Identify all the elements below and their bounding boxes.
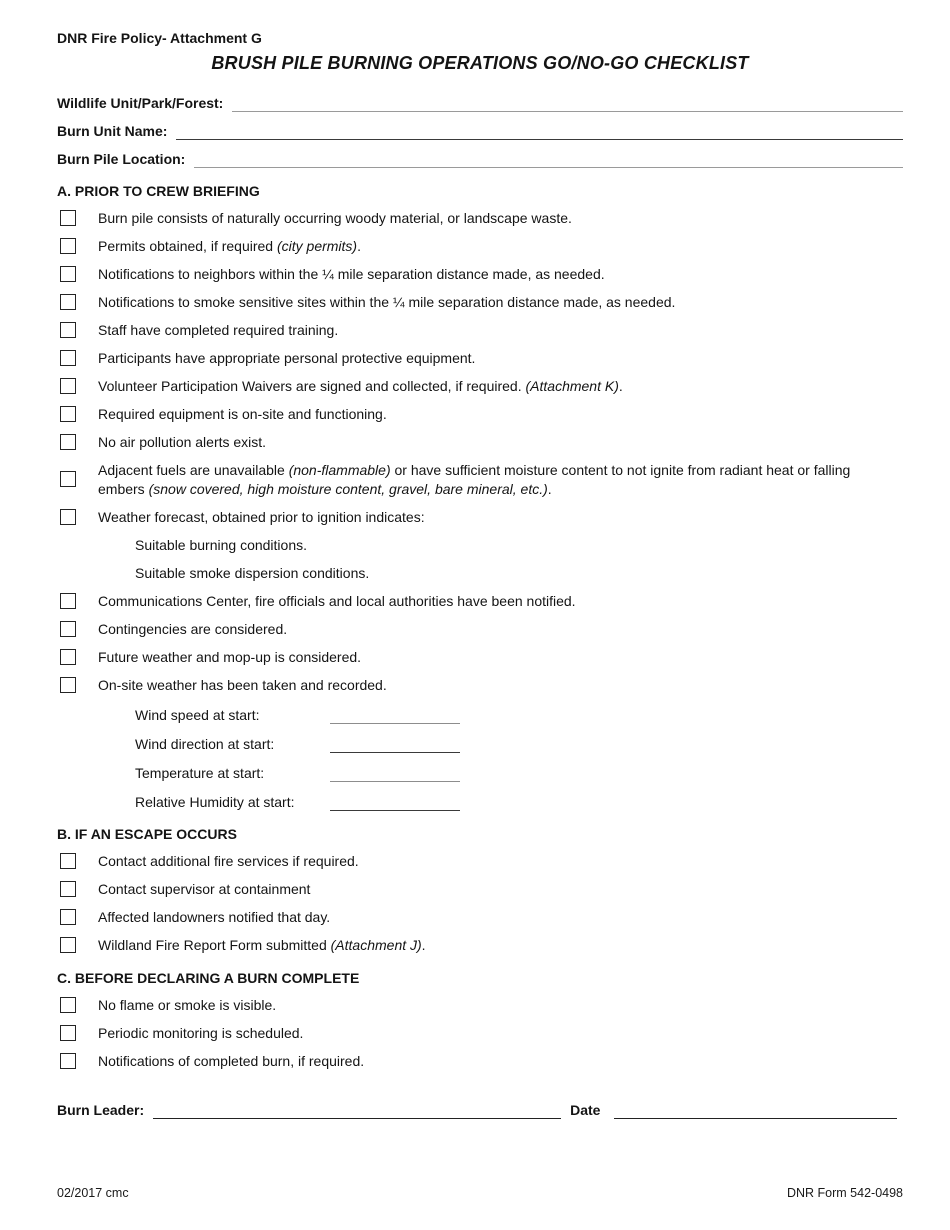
checkbox[interactable] — [60, 997, 76, 1013]
checklist-item — [57, 321, 903, 340]
checkbox[interactable] — [60, 649, 76, 665]
checkbox[interactable] — [60, 881, 76, 897]
checklist-item — [57, 908, 903, 927]
checklist-item-label: Adjacent fuels are unavailable (non-flammable) or have sufficient moisture content to not ignite from radiant heat or falling embers (snow covered, high moisture content, gravel, bare mineral, etc.). — [98, 462, 851, 497]
checklist-item — [57, 508, 903, 527]
checkbox[interactable] — [60, 434, 76, 450]
checklist-item — [57, 405, 903, 424]
field-label-burn-unit-name: Burn Unit Name: — [57, 123, 168, 139]
weather-field-row — [135, 792, 903, 811]
checkbox[interactable] — [60, 909, 76, 925]
doc-label: DNR Fire Policy- Attachment G — [57, 30, 262, 46]
checkbox[interactable] — [60, 322, 76, 338]
section-heading-b: B. IF AN ESCAPE OCCURS — [57, 826, 237, 842]
checklist-item — [57, 852, 903, 871]
form-field-row — [57, 112, 903, 140]
temperature-at-start-input-line[interactable] — [330, 763, 460, 782]
checkbox[interactable] — [60, 937, 76, 953]
checklist-item-label: Future weather and mop-up is considered. — [98, 649, 362, 665]
wind-direction-at-start-input-line[interactable] — [330, 734, 460, 753]
checklist-item-label: Weather forecast, obtained prior to ignition indicates: — [98, 509, 425, 525]
checkbox[interactable] — [60, 853, 76, 869]
date-label: Date — [570, 1102, 601, 1118]
checklist-item-label: Notifications to smoke sensitive sites within the ¼ mile separation distance made, as needed. — [98, 294, 676, 310]
checklist-item-label: Periodic monitoring is scheduled. — [98, 1025, 304, 1041]
section-heading-c: C. BEFORE DECLARING A BURN COMPLETE — [57, 970, 360, 986]
checklist-item-label: Required equipment is on-site and functioning. — [98, 406, 387, 422]
checkbox[interactable] — [60, 593, 76, 609]
checkbox[interactable] — [60, 378, 76, 394]
checklist-item — [57, 936, 903, 955]
checklist-item-label: Permits obtained, if required (city permits). — [98, 238, 361, 254]
form-field-row — [57, 84, 903, 112]
checklist-item-label: Burn pile consists of naturally occurring woody material, or landscape waste. — [98, 210, 572, 226]
checklist-item-label: On-site weather has been taken and recorded. — [98, 677, 387, 693]
checklist-item — [57, 620, 903, 639]
checkbox[interactable] — [60, 350, 76, 366]
checklist-item — [57, 293, 903, 312]
field-label-wind-speed-at-start: Wind speed at start: — [135, 707, 260, 723]
checklist-item-label: Staff have completed required training. — [98, 322, 339, 338]
checkbox[interactable] — [60, 509, 76, 525]
burn-leader-label: Burn Leader: — [57, 1102, 145, 1118]
checklist-item-label: Affected landowners notified that day. — [98, 909, 331, 925]
checklist-item-label: Contingencies are considered. — [98, 621, 288, 637]
page-footer — [57, 1186, 903, 1200]
burn-unit-name-input-line[interactable] — [176, 119, 903, 140]
field-label-wildlife-unit-park-forest: Wildlife Unit/Park/Forest: — [57, 95, 224, 111]
footer-revision: 02/2017 cmc — [57, 1186, 129, 1200]
checkbox[interactable] — [60, 210, 76, 226]
checkbox[interactable] — [60, 238, 76, 254]
sections — [57, 182, 903, 1071]
checkbox[interactable] — [60, 677, 76, 693]
checklist-item — [57, 237, 903, 256]
page-title: BRUSH PILE BURNING OPERATIONS GO/NO-GO CHECKLIST — [211, 53, 749, 73]
checkbox[interactable] — [60, 406, 76, 422]
field-label-temperature-at-start: Temperature at start: — [135, 765, 265, 781]
burn-leader-input-line[interactable] — [153, 1098, 561, 1119]
signature-row — [57, 1098, 903, 1119]
checklist-item — [57, 209, 903, 228]
field-label-wind-direction-at-start: Wind direction at start: — [135, 736, 275, 752]
field-label-relative-humidity-at-start: Relative Humidity at start: — [135, 794, 295, 810]
checklist-item-label: Participants have appropriate personal protective equipment. — [98, 350, 476, 366]
checklist-item-label: Communications Center, fire officials and local authorities have been notified. — [98, 593, 576, 609]
checklist-item — [57, 433, 903, 452]
checklist-item — [57, 349, 903, 368]
wind-speed-at-start-input-line[interactable] — [330, 705, 460, 724]
checkbox[interactable] — [60, 471, 76, 487]
checklist-item-label: Volunteer Participation Waivers are signed and collected, if required. (Attachment K). — [98, 378, 623, 394]
checklist-item-label: Contact additional fire services if required. — [98, 853, 359, 869]
form-field-row — [57, 140, 903, 168]
checklist-item — [57, 377, 903, 396]
footer-form-number: DNR Form 542-0498 — [786, 1186, 903, 1200]
section-heading-a: A. PRIOR TO CREW BRIEFING — [57, 183, 260, 199]
checklist-item — [57, 676, 903, 695]
checklist-item-label: Wildland Fire Report Form submitted (Attachment J). — [98, 937, 426, 953]
sub-item-label: Suitable burning conditions. — [135, 537, 308, 553]
checklist-item — [57, 461, 903, 499]
checklist-item-label: No flame or smoke is visible. — [98, 997, 277, 1013]
date-input-line[interactable] — [614, 1098, 897, 1119]
checkbox[interactable] — [60, 621, 76, 637]
weather-field-row — [135, 763, 903, 782]
checklist-item-label: Notifications to neighbors within the ¼ mile separation distance made, as needed. — [98, 266, 605, 282]
checklist-item — [57, 265, 903, 284]
sub-item-label: Suitable smoke dispersion conditions. — [135, 565, 370, 581]
checklist-item-label: Contact supervisor at containment — [98, 881, 311, 897]
checklist-item-label: No air pollution alerts exist. — [98, 434, 267, 450]
form-fields — [57, 84, 903, 168]
checklist-item — [57, 996, 903, 1015]
checkbox[interactable] — [60, 1053, 76, 1069]
weather-field-row — [135, 734, 903, 753]
field-label-burn-pile-location: Burn Pile Location: — [57, 151, 186, 167]
checklist-item — [57, 648, 903, 667]
checklist-item — [57, 880, 903, 899]
checklist-item — [57, 1052, 903, 1071]
checkbox[interactable] — [60, 266, 76, 282]
checklist-item — [57, 1024, 903, 1043]
checkbox[interactable] — [60, 294, 76, 310]
checkbox[interactable] — [60, 1025, 76, 1041]
weather-field-row — [135, 705, 903, 724]
checklist-item — [57, 592, 903, 611]
checklist-item-label: Notifications of completed burn, if required. — [98, 1053, 365, 1069]
relative-humidity-at-start-input-line[interactable] — [330, 792, 460, 811]
wildlife-unit-park-forest-input-line[interactable] — [232, 91, 903, 112]
burn-pile-location-input-line[interactable] — [194, 147, 903, 168]
